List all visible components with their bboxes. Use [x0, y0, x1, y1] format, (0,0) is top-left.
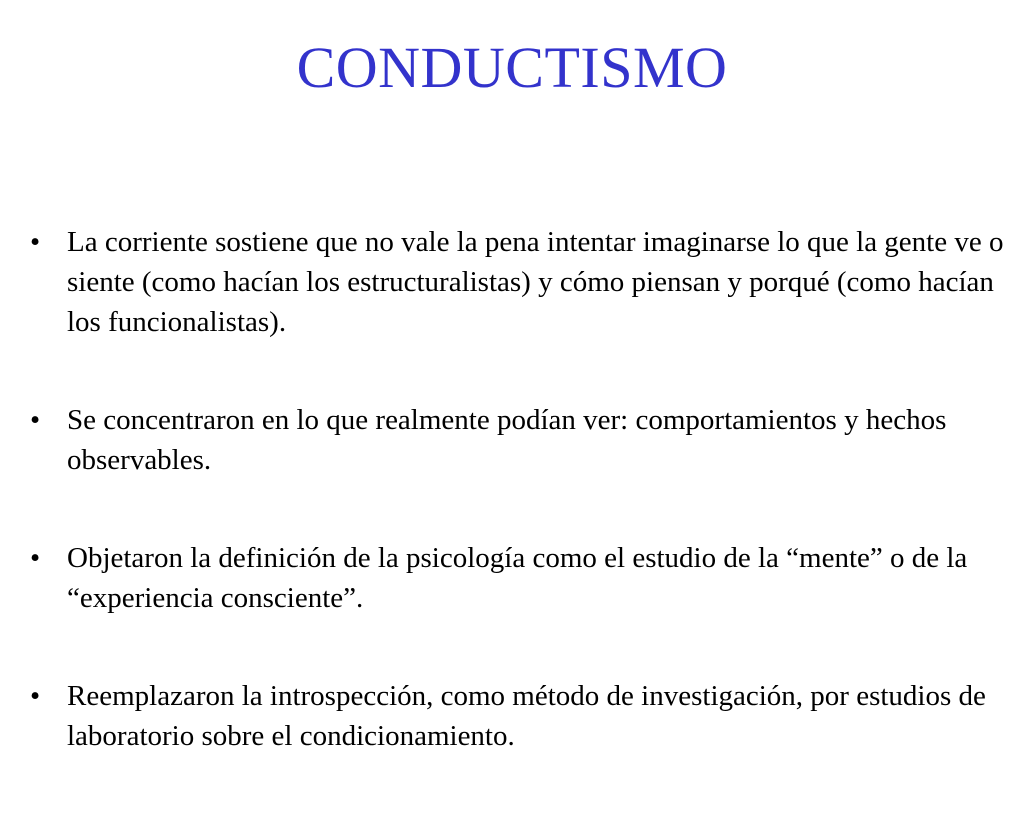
- slide-title: CONDUCTISMO: [296, 35, 728, 100]
- bullet-marker: •: [30, 542, 41, 574]
- bullet-item: [30, 222, 1005, 342]
- bullet-marker: •: [30, 680, 41, 712]
- bullet-marker: •: [30, 404, 41, 436]
- bullet-item: [30, 538, 1005, 618]
- bullet-text: Se concentraron en lo que realmente podían ver: comportamientos y hechos observables.: [67, 404, 947, 476]
- bullet-item: [30, 400, 1005, 480]
- bullet-item: [30, 676, 1005, 756]
- bullet-text: Reemplazaron la introspección, como método de investigación, por estudios de laboratorio sobre el condicionamiento.: [67, 680, 986, 752]
- bullet-text: Objetaron la definición de la psicología como el estudio de la “mente” o de la “experiencia consciente”.: [67, 542, 968, 614]
- bullet-text: La corriente sostiene que no vale la pena intentar imaginarse lo que la gente ve o siente (como hacían los estructuralistas) y cómo piensan y porqué (como hacían los funcionalistas).: [67, 226, 1004, 338]
- bullet-list: [30, 222, 1005, 814]
- bullet-marker: •: [30, 226, 41, 258]
